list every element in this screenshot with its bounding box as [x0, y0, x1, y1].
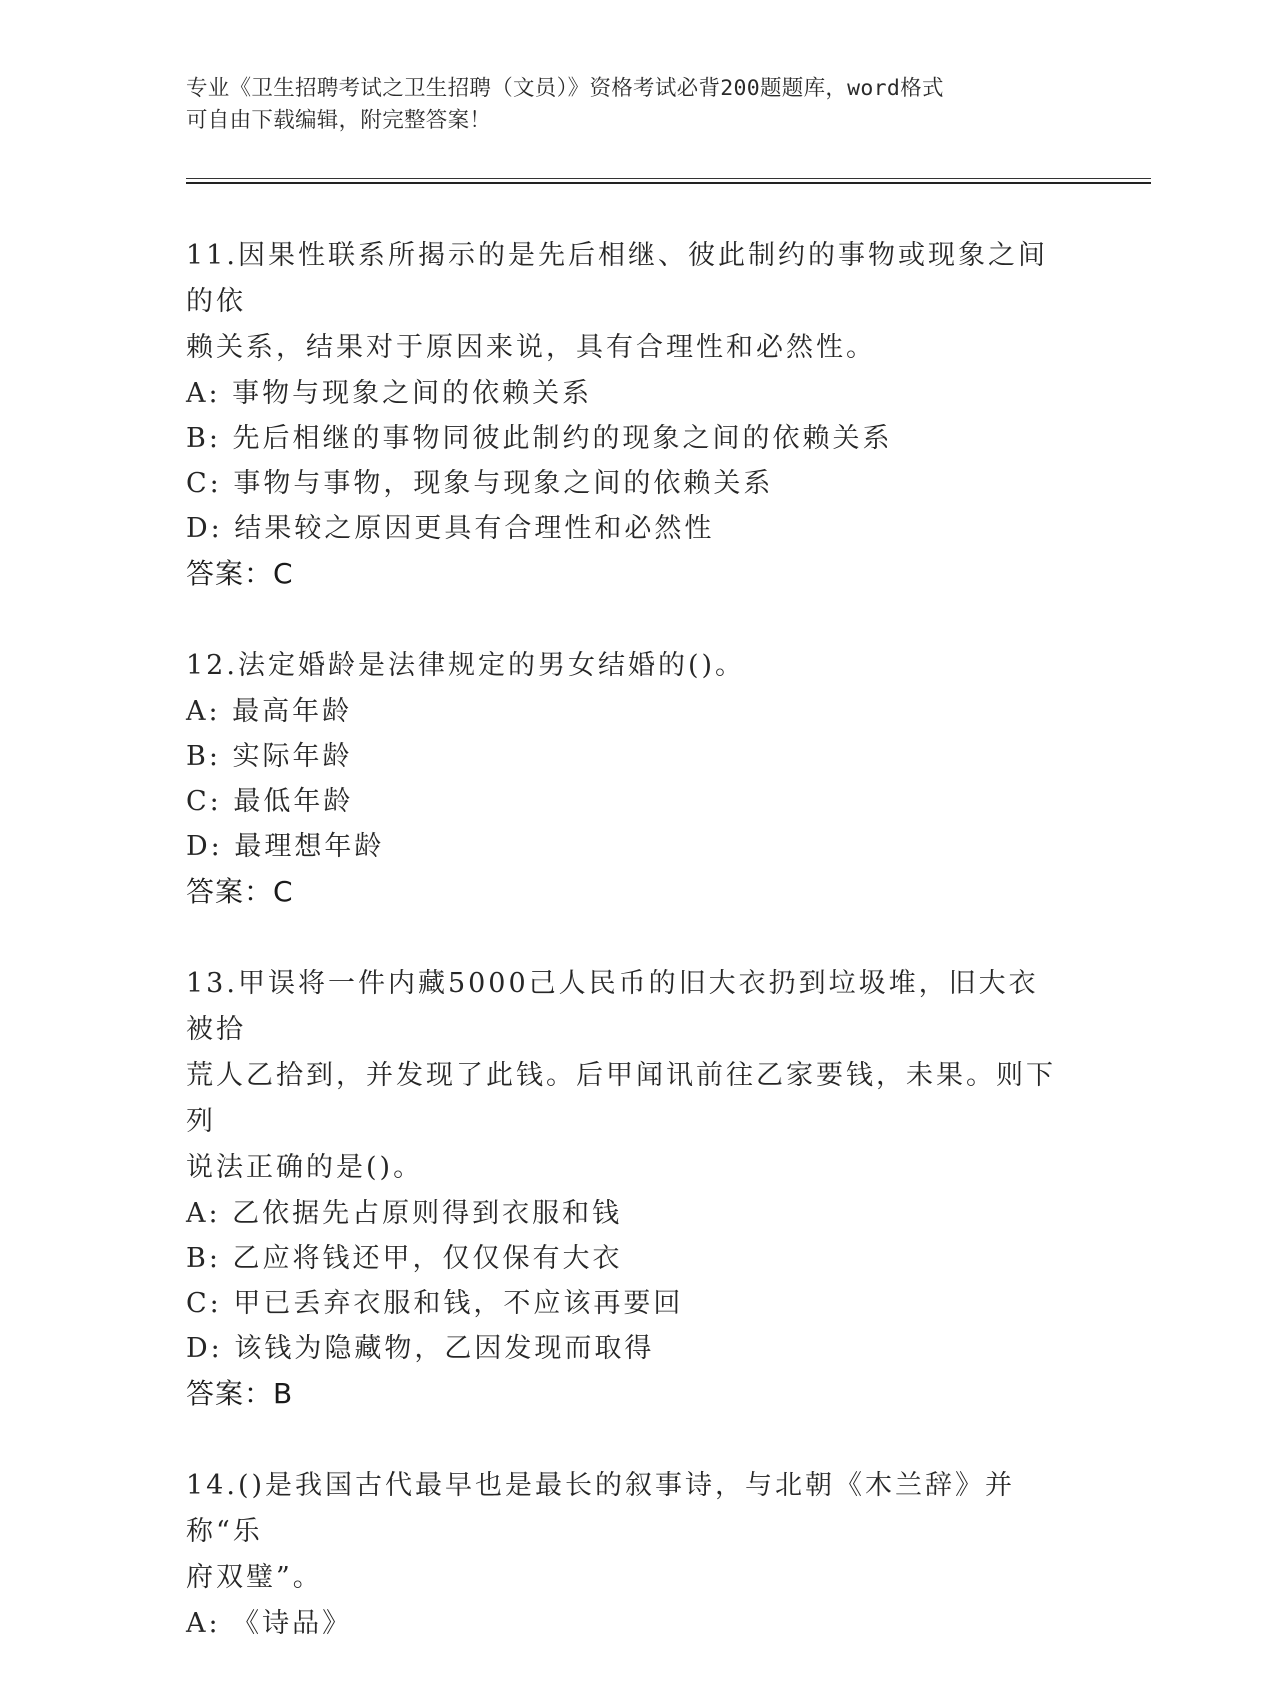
question-stem-line: 14.()是我国古代最早也是最长的叙事诗，与北朝《木兰辞》并称“乐 [186, 1470, 1016, 1547]
option-b: B: 乙应将钱还甲，仅仅保有大衣 [186, 1243, 623, 1274]
option-b: B: 先后相继的事物同彼此制约的现象之间的依赖关系 [186, 423, 893, 454]
option-a: A: 乙依据先占原则得到衣服和钱 [186, 1198, 623, 1229]
question-stem [186, 961, 1066, 1191]
option-a: A: 《诗品》 [186, 1608, 353, 1639]
header-title-line-2: 可自由下载编辑，附完整答案！ [186, 108, 492, 133]
answer-label: 答案：C [186, 875, 294, 908]
header-divider-thick [186, 182, 1151, 184]
question-stem [186, 233, 1066, 371]
option-c: C: 事物与事物，现象与现象之间的依赖关系 [186, 468, 774, 499]
question-stem-line: 13.甲误将一件内藏5000己人民币的旧大衣扔到垃圾堆，旧大衣被拾 [186, 968, 1039, 1045]
question-stem [186, 1463, 1066, 1601]
option-d: D: 结果较之原因更具有合理性和必然性 [186, 513, 715, 544]
question-stem-line: 赖关系，结果对于原因来说，具有合理性和必然性。 [186, 332, 876, 363]
question-12 [186, 643, 1066, 915]
answer-label: 答案：B [186, 1377, 294, 1410]
option-c: C: 甲已丢弃衣服和钱，不应该再要回 [186, 1288, 684, 1319]
question-stem-line: 府双璧”。 [186, 1562, 323, 1593]
question-stem-line: 荒人乙拾到，并发现了此钱。后甲闻讯前往乙家要钱，未果。则下列 [186, 1060, 1056, 1137]
question-14 [186, 1463, 1066, 1646]
question-stem [186, 643, 1066, 689]
option-c: C: 最低年龄 [186, 786, 354, 817]
option-b: B: 实际年龄 [186, 741, 353, 772]
question-stem-line: 11.因果性联系所揭示的是先后相继、彼此制约的事物或现象之间的依 [186, 240, 1048, 317]
question-13 [186, 961, 1066, 1417]
question-stem-line: 说法正确的是()。 [186, 1152, 424, 1183]
question-stem-line: 12.法定婚龄是法律规定的男女结婚的()。 [186, 650, 746, 681]
header-divider-thin [186, 178, 1151, 179]
question-11 [186, 233, 1066, 597]
answer-label: 答案：C [186, 557, 294, 590]
option-d: D: 最理想年龄 [186, 831, 385, 862]
option-a: A: 事物与现象之间的依赖关系 [186, 378, 593, 409]
header-title-line-1: 专业《卫生招聘考试之卫生招聘（文员）》资格考试必背200题题库，word格式 [186, 76, 944, 101]
document-header [186, 73, 1066, 137]
question-list [186, 233, 1066, 1692]
option-d: D: 该钱为隐藏物，乙因发现而取得 [186, 1333, 655, 1364]
option-a: A: 最高年龄 [186, 696, 353, 727]
